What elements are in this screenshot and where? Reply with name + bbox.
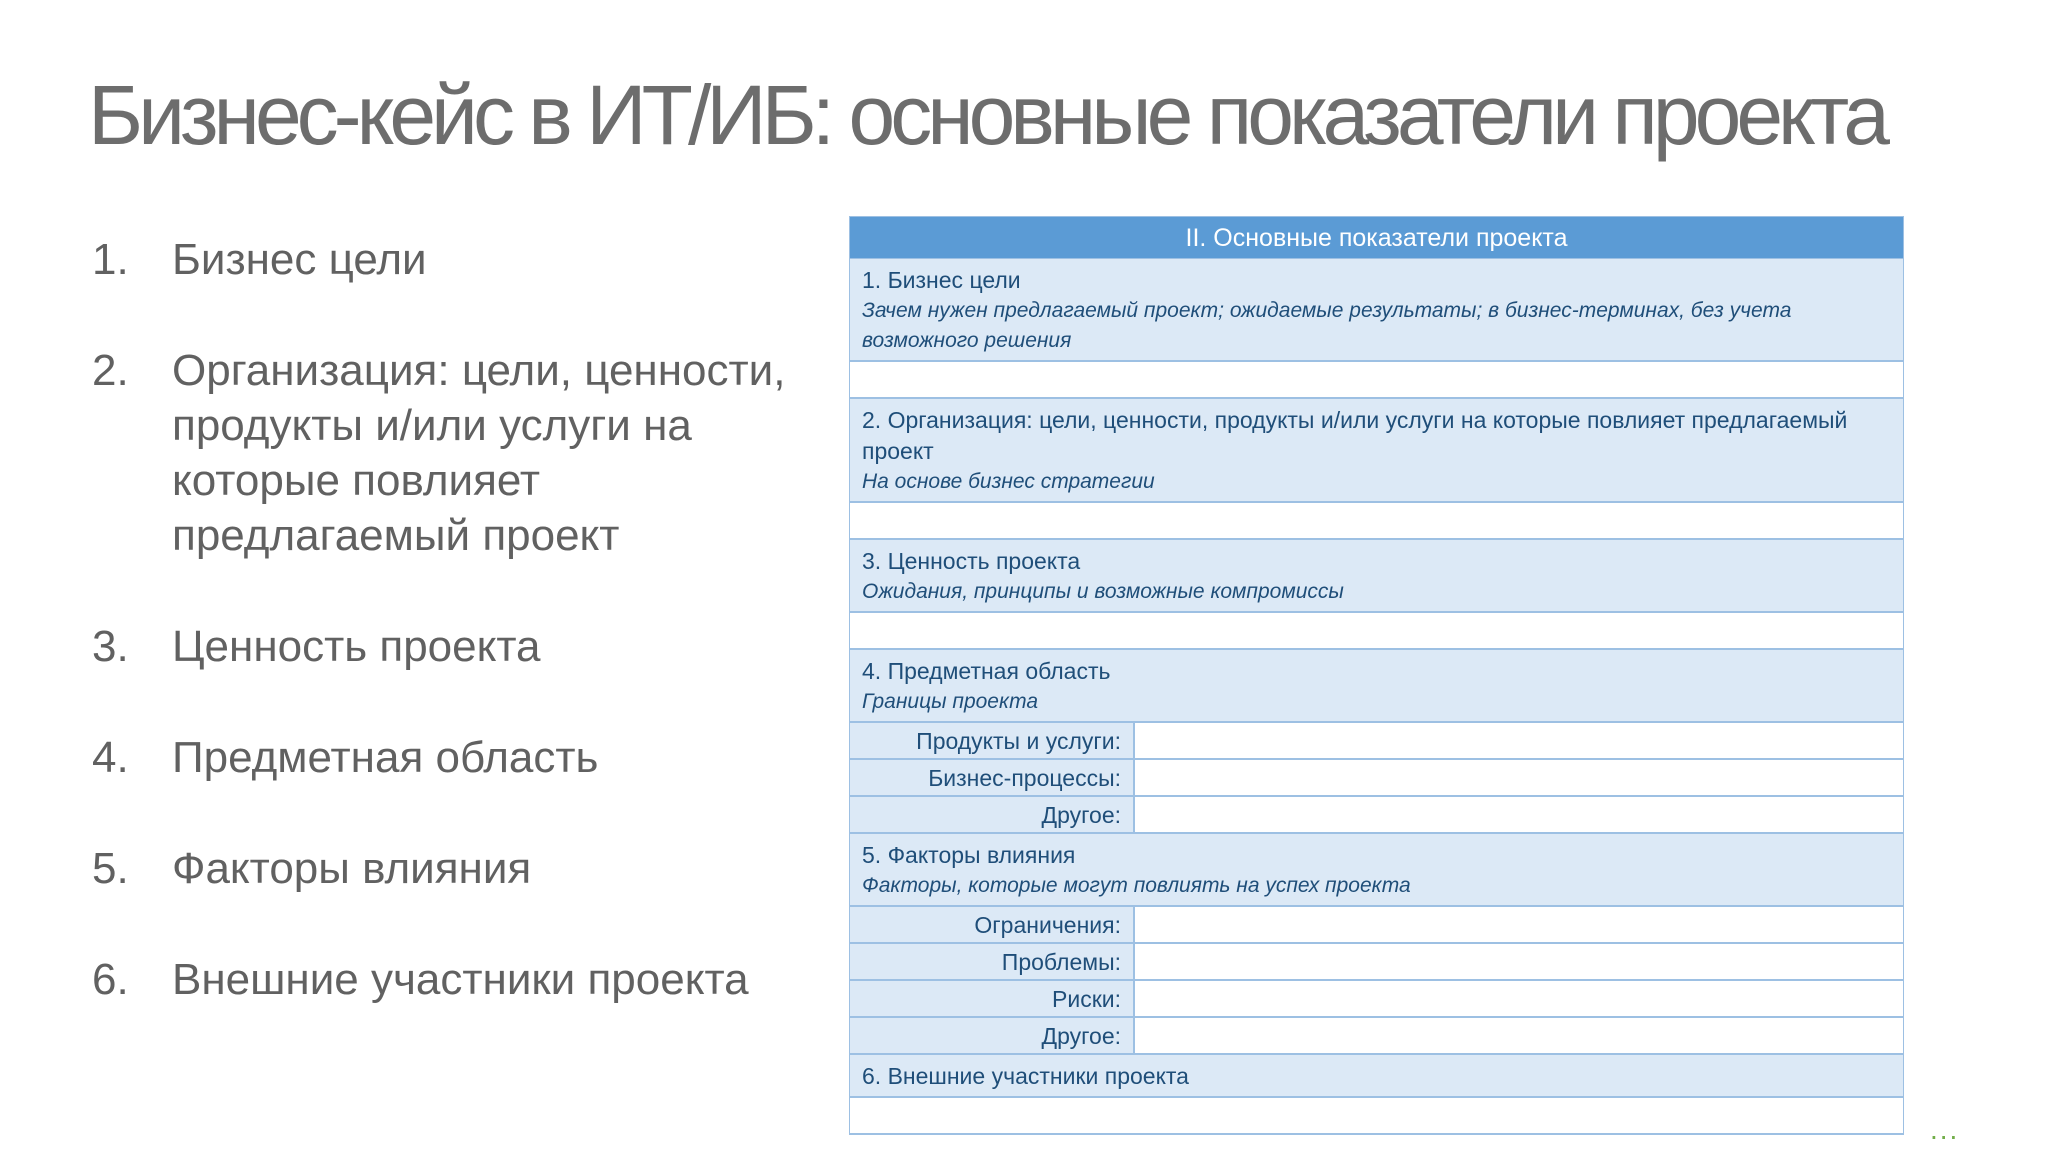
table-row xyxy=(850,1018,1903,1055)
answer-cell[interactable] xyxy=(1135,907,1903,942)
list-number: 1. xyxy=(92,235,129,284)
list-number: 6. xyxy=(92,955,129,1004)
table-row xyxy=(850,907,1903,944)
section-scope xyxy=(850,650,1903,723)
row-label: Другое: xyxy=(850,797,1135,832)
section-title: 3. Ценность проекта xyxy=(862,548,1081,574)
list-text: Бизнес цели xyxy=(172,235,427,284)
section-hint: На основе бизнес стратегии xyxy=(862,470,1155,493)
answer-cell[interactable] xyxy=(1135,944,1903,979)
slide-title: Бизнес-кейс в ИТ/ИБ: основные показатели проекта xyxy=(88,68,1885,162)
row-label: Бизнес-процессы: xyxy=(850,760,1135,795)
row-label: Другое: xyxy=(850,1018,1135,1053)
section-influence-factors xyxy=(850,834,1903,907)
list-item xyxy=(92,952,812,1007)
row-label: Продукты и услуги: xyxy=(850,723,1135,758)
list-item xyxy=(92,232,812,287)
section-business-goals xyxy=(850,259,1903,362)
table-row xyxy=(850,760,1903,797)
answer-cell[interactable] xyxy=(1135,1018,1903,1053)
section-project-value xyxy=(850,540,1903,613)
table-row xyxy=(850,723,1903,760)
list-number: 2. xyxy=(92,346,129,395)
list-text: Факторы влияния xyxy=(172,844,532,893)
list-number: 3. xyxy=(92,622,129,671)
section-hint: Границы проекта xyxy=(862,690,1039,713)
list-item xyxy=(92,841,812,896)
list-text: Внешние участники проекта xyxy=(172,955,749,1004)
answer-cell[interactable] xyxy=(1135,760,1903,795)
section-title: 1. Бизнес цели xyxy=(862,267,1021,293)
section-organization xyxy=(850,399,1903,503)
row-label: Проблемы: xyxy=(850,944,1135,979)
answer-cell[interactable] xyxy=(1135,723,1903,758)
list-item xyxy=(92,343,812,563)
table-row xyxy=(850,944,1903,981)
list-text: Организация: цели, ценности, продукты и/или услуги на которые повлияет предлагаемый проект xyxy=(172,346,786,560)
row-label: Риски: xyxy=(850,981,1135,1016)
section-hint: Ожидания, принципы и возможные компромиссы xyxy=(862,580,1344,603)
section-title: 4. Предметная область xyxy=(862,658,1111,684)
list-item xyxy=(92,730,812,785)
section-title: 6. Внешние участники проекта xyxy=(862,1063,1189,1089)
table-header: II. Основные показатели проекта xyxy=(850,217,1903,259)
table-row xyxy=(850,797,1903,834)
more-icon[interactable]: ... xyxy=(1930,1114,1960,1145)
list-text: Ценность проекта xyxy=(172,622,541,671)
answer-cell[interactable] xyxy=(850,362,1903,399)
answer-cell[interactable] xyxy=(850,503,1903,540)
list-number: 4. xyxy=(92,733,129,782)
project-indicators-table xyxy=(849,216,1904,1135)
row-label: Ограничения: xyxy=(850,907,1135,942)
list-number: 5. xyxy=(92,844,129,893)
list-text: Предметная область xyxy=(172,733,599,782)
section-hint: Зачем нужен предлагаемый проект; ожидаемые результаты; в бизнес-терминах, без учета возможного решения xyxy=(862,299,1792,352)
section-title: 5. Факторы влияния xyxy=(862,842,1076,868)
table-row xyxy=(850,981,1903,1018)
section-hint: Факторы, которые могут повлиять на успех проекта xyxy=(862,874,1411,897)
section-title: 2. Организация: цели, ценности, продукты и/или услуги на которые повлияет предлагаемый проект xyxy=(862,407,1848,464)
list-item xyxy=(92,619,812,674)
indicator-list xyxy=(92,232,812,1063)
section-external-participants xyxy=(850,1055,1903,1098)
answer-cell[interactable] xyxy=(1135,981,1903,1016)
answer-cell[interactable] xyxy=(850,1098,1903,1135)
answer-cell[interactable] xyxy=(1135,797,1903,832)
answer-cell[interactable] xyxy=(850,613,1903,650)
